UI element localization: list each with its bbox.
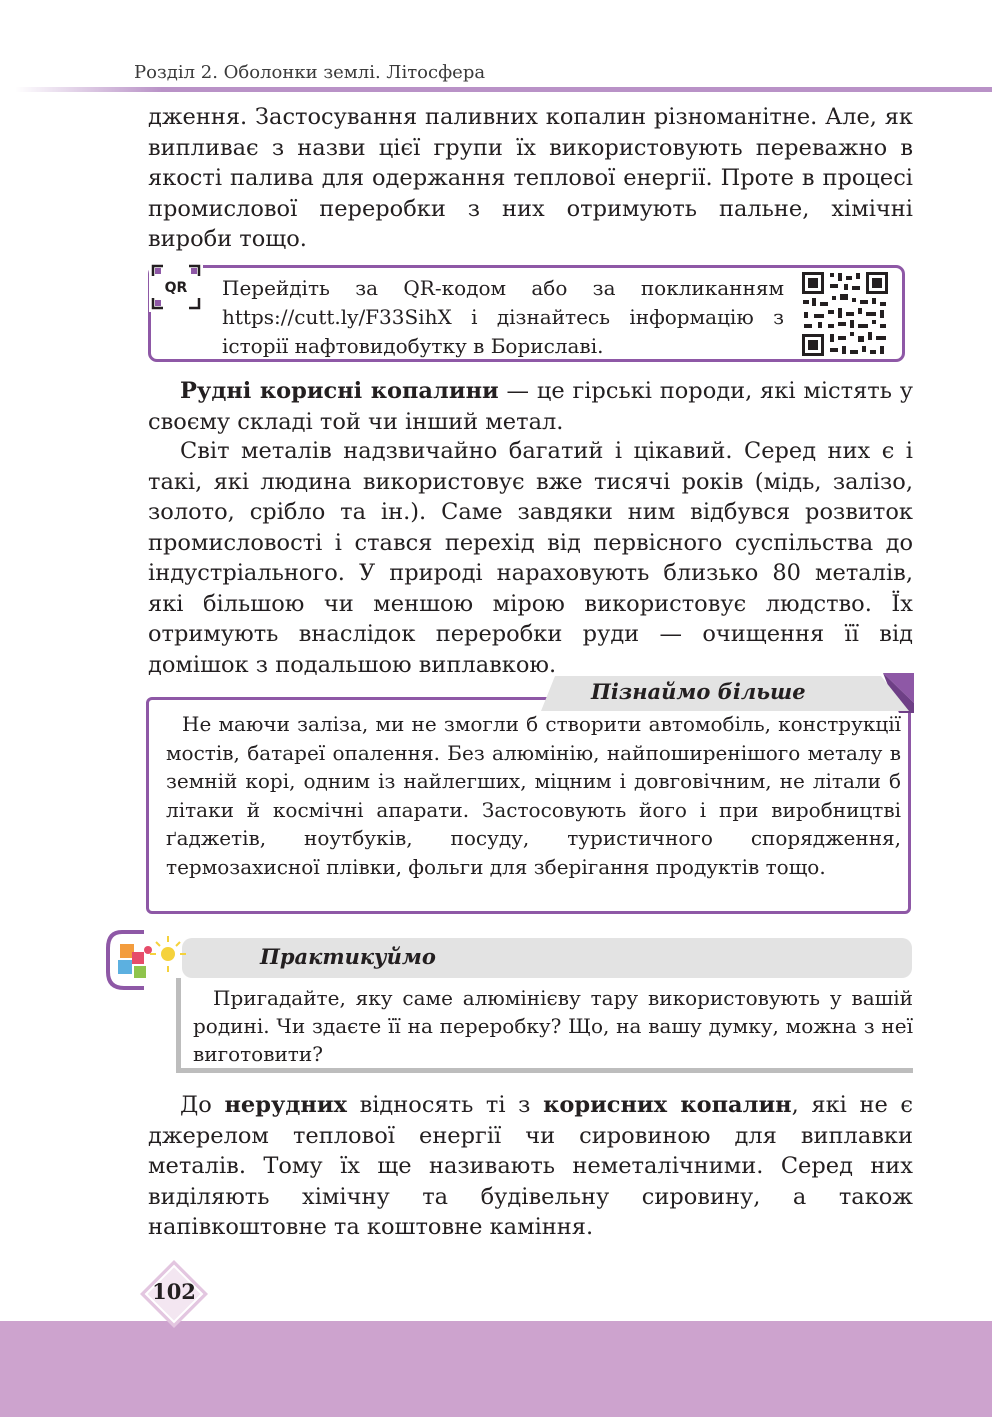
- practice-title: Практикуймо: [260, 944, 436, 969]
- footer-band: [0, 1321, 992, 1417]
- nonmetal-paragraph: До нерудних відносять ті з корисних копалин, які не є джерелом теплової енергії чи сировиною для виплавки металів. Тому їх ще називають неметалічними. Серед них виділяють хімічну та будівельну сировину, а також напівкоштовне та коштовне каміння.: [148, 1092, 914, 1240]
- metals-paragraph: Світ металів надзвичайно багатий і цікавий. Серед них є і такі, які людина використовує вже тисячі років (мідь, залізо, золото, срібло та ін.). Саме завдяки ним відбувся розвиток промисловості і стався перехід від первісного суспільства до індустріального. У природі нараховують близько 80 металів, які більшою чи меншою мірою використовує людство. Їх отримують внаслідок переробки руди — очищення її від домішок з подальшою виплавкою.: [148, 438, 913, 678]
- header-rule: [15, 87, 992, 92]
- qr-label-icon: [149, 262, 203, 312]
- learn-more-title: Пізнаймо більше: [591, 679, 806, 704]
- learn-more-text: Не маючи заліза, ми не змогли б створити автомобіль, конструкції мостів, батареї опалення. Без алюмінію, найпоширенішого металу в земній корі, одним із найлегших, міцним і довговічним, не літали б літаки й космічні апарати. Застосовують його і при виробництві ґаджетів, ноутбуків, посуду, туристичного спорядження, термозахисної плівки, фольги для зберігання продуктів тощо.: [166, 712, 901, 879]
- page-number: 102: [152, 1279, 196, 1304]
- practice-text: Пригадайте, яку саме алюмінієву тару використовують у вашій родині. Чи здаєте її на переробку? Що, на вашу думку, можна з неї виготовити?: [193, 986, 913, 1066]
- running-header: Розділ 2. Оболонки землі. Літосфера: [134, 62, 486, 83]
- ore-minerals-paragraph: Рудні корисні копалини — це гірські породи, які містять у своєму складі той чи інший метал.: [148, 378, 914, 435]
- intro-paragraph: дження. Застосування паливних копалин різноманітне. Але, як випливає з назви цієї групи їх використовують переважно в якості палива для одержання теплової енергії. Проте в процесі промислової переробки з них отримують пальне, хімічні вироби тощо.: [148, 104, 913, 252]
- learn-more-tab: [541, 673, 914, 713]
- ore-term: Рудні корисні копалини: [180, 378, 499, 404]
- svg-text:QR: QR: [164, 280, 188, 296]
- qr-code-image[interactable]: [800, 270, 890, 358]
- qr-instruction-text: Перейдіть за QR-кодом або за покликанням https://cutt.ly/F33SihX і дізнайтесь інформацію з історії нафтовидобутку в Бориславі.: [222, 276, 784, 358]
